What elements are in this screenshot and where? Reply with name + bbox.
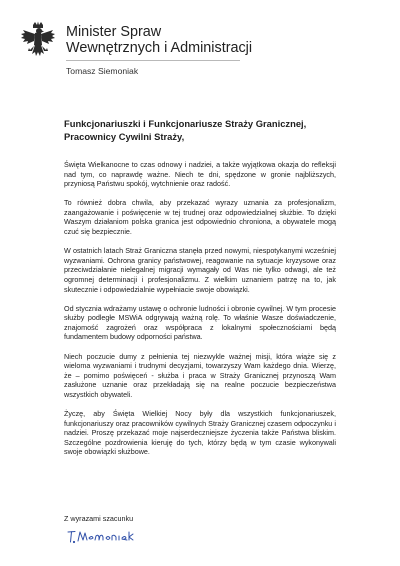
body-paragraph: W ostatnich latach Straż Graniczna stanęła przed nowymi, niespotykanymi wcześniej wyzwaniami. Ochrona granicy państwowej, reagowanie na sytuacje kryzysowe oraz przeciwdziałanie nielegalnej migracji wymagały od Was nie tylko odwagi, ale też ogromnej determinacji i profesjonalizmu. Z wielkim uznaniem patrzę na to, jak skutecznie i odpowiedzialnie wypełniacie swoje obowiązki.: [64, 246, 336, 294]
ministry-name: [66, 24, 252, 56]
closing-text: Z wyrazami szacunku: [64, 514, 134, 523]
salutation-line2: Pracownicy Cywilni Straży,: [64, 130, 185, 142]
polish-eagle-emblem-icon: [20, 21, 56, 65]
body-paragraph: Życzę, aby Święta Wielkiej Nocy były dla wszystkich funkcjonariuszek, funkcjonariuszy oraz pracowników cywilnych Straży Granicznej czasem odpoczynku i nadziei. Proszę przekazać moje najserdeczniejsze życzenia także Państwa bliskim. Szczególne pozdrowienia kieruję do tych, którzy będą w tym czasie wykonywali swoje obowiązki służbowe.: [64, 408, 336, 457]
letter-body: [64, 160, 336, 466]
letterhead-divider: [66, 60, 240, 61]
body-paragraph: Święta Wielkanocne to czas odnowy i nadziei, a także wyjątkowa okazja do refleksji nad tym, co naprawdę ważne. Niech te dni, spędzone w gronie najbliższych, przyniosą Państwu spokój, wytchnienie oraz radość.: [64, 160, 336, 189]
ministry-name-line2: Wewnętrznych i Administracji: [66, 40, 253, 56]
body-paragraph: To również dobra chwila, aby przekazać wyrazy uznania za profesjonalizm, zaangażowanie i poświęcenie w tej trudnej oraz odpowiedzialnej służbie. To dzięki Waszym działaniom polska granica jest odpowiednio chroniona, a obywatele mogą czuć się bezpiecznie.: [64, 198, 336, 237]
minister-name: Tomasz Siemoniak: [66, 66, 139, 76]
ministry-name-line1: Minister Spraw: [66, 24, 162, 40]
body-paragraph: Niech poczucie dumy z pełnienia tej niezwykle ważnej misji, która wiąże się z wieloma wyzwaniami i trudnymi decyzjami, towarzyszy Wam każdego dnia. Wierzę, że – pomimo poświęceń - służba i praca w Straży Granicznej przynoszą Wam zasłużone uznanie oraz przekładają się na realne poczucie bezpieczeństwa wszystkich obywateli.: [64, 351, 336, 399]
handwritten-signature: [66, 528, 150, 546]
body-paragraph: Od stycznia wdrażamy ustawę o ochronie ludności i obronie cywilnej. W tym procesie służby podległe MSWiA odgrywają ważną rolę. To właśnie Wasze doświadczenie, znajomość zagrożeń oraz współpraca z lokalnymi społecznościami będą fundamentem budowy odporności państwa.: [64, 303, 336, 342]
salutation: [64, 118, 306, 143]
salutation-line1: Funkcjonariuszki i Funkcjonariusze Straży Granicznej,: [64, 118, 307, 129]
